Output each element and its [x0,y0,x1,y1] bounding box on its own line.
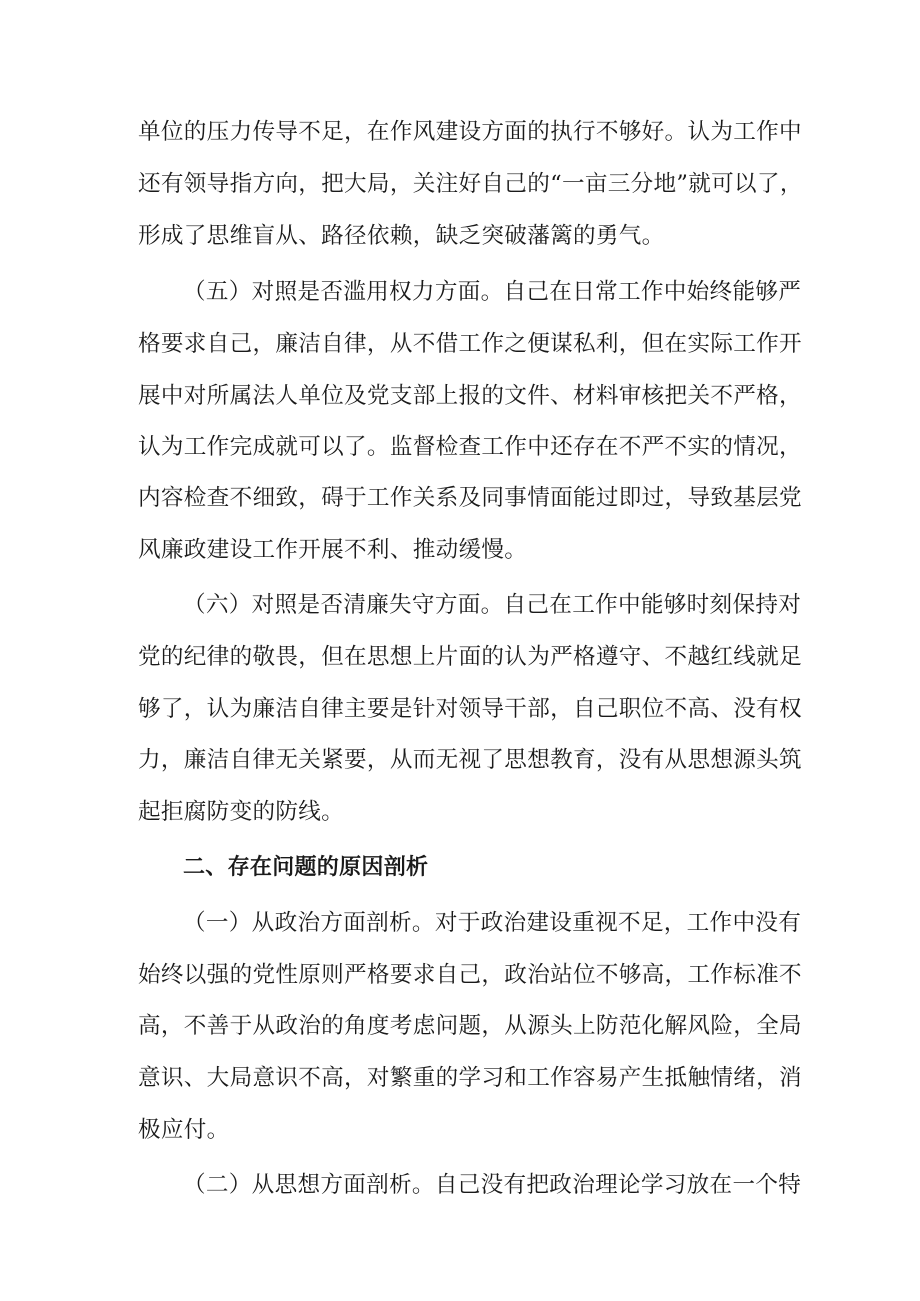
paragraph-continued-line-2: 还有领导指方向，把大局，关注好自己的“一亩三分地”就可以了， [138,171,803,197]
paragraph-one-line-3: 高，不善于从政治的角度考虑问题，从源头上防范化解风险，全局 [138,1013,802,1039]
paragraph-two-line-1: （二）从思想方面剖析。自己没有把政治理论学习放在一个特 [183,1172,802,1198]
paragraph-one-line-1: （一）从政治方面剖析。对于政治建设重视不足，工作中没有 [183,910,802,936]
paragraph-six-line-3: 够了，认为廉洁自律主要是针对领导干部，自己职位不高、没有权 [138,696,802,722]
paragraph-continued-line-3: 形成了思维盲从、路径依赖，缺乏突破藩篱的勇气。 [138,223,665,249]
paragraph-six-line-1: （六）对照是否清廉失守方面。自己在工作中能够时刻保持对 [183,592,802,618]
paragraph-five-line-6: 风廉政建设工作开展不利、推动缓慢。 [138,537,528,563]
paragraph-continued-line-1: 单位的压力传导不足，在作风建设方面的执行不够好。认为工作中 [138,119,802,145]
paragraph-six-line-5: 起拒腐防变的防线。 [138,799,345,825]
paragraph-six-line-2: 党的纪律的敬畏，但在思想上片面的认为严格遵守、不越红线就足 [138,644,802,670]
paragraph-five-line-2: 格要求自己，廉洁自律，从不借工作之便谋私利，但在实际工作开 [138,331,802,357]
paragraph-one-line-5: 极应付。 [138,1117,230,1143]
section-heading-cause-analysis: 二、存在问题的原因剖析 [183,855,429,880]
paragraph-five-line-1: （五）对照是否滥用权力方面。自己在日常工作中始终能够严 [183,279,802,305]
paragraph-five-line-4: 认为工作完成就可以了。监督检查工作中还存在不严不实的情况， [138,434,802,460]
paragraph-five-line-5: 内容检查不细致，碍于工作关系及同事情面能过即过，导致基层党 [138,485,802,511]
paragraph-five-line-3: 展中对所属法人单位及党支部上报的文件、材料审核把关不严格， [138,383,802,409]
paragraph-one-line-4: 意识、大局意识不高，对繁重的学习和工作容易产生抵触情绪，消 [138,1065,802,1091]
paragraph-six-line-4: 力，廉洁自律无关紧要，从而无视了思想教育，没有从思想源头筑 [138,747,802,773]
paragraph-one-line-2: 始终以强的党性原则严格要求自己，政治站位不够高，工作标准不 [138,962,802,988]
